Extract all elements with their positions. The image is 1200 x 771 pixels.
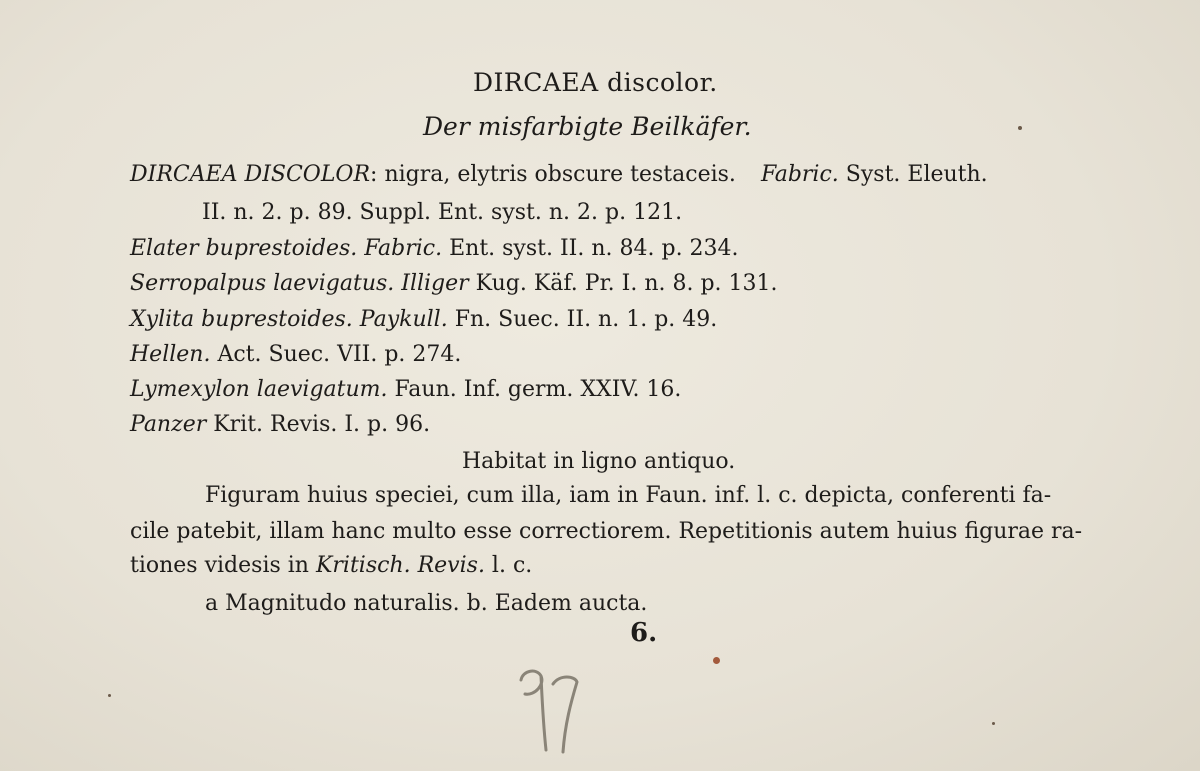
paragraph-text: l. c. <box>484 553 533 578</box>
paragraph-line <box>130 553 532 579</box>
synonym-name: Hellen. <box>130 342 211 367</box>
paragraph-text: tiones videsis in <box>130 553 316 578</box>
synonym-ref: Kug. Käf. Pr. I. n. 8. p. 131. <box>468 271 778 296</box>
paragraph-reference: Kritisch. Revis. <box>315 553 485 578</box>
paper-speck <box>992 722 995 725</box>
diagnosis-ref-author: Fabric. <box>760 162 839 187</box>
synonym-ref: Faun. Inf. germ. XXIV. 16. <box>387 377 682 402</box>
synonym-ref: Fn. Suec. II. n. 1. p. 49. <box>447 307 718 332</box>
synonym-name: Lymexylon laevigatum. <box>130 377 388 402</box>
diagnosis-species-name: DIRCAEA DISCOLOR <box>130 162 371 187</box>
diagnosis-ref: Syst. Eleuth. <box>838 162 988 187</box>
paper-speck <box>713 657 720 664</box>
diagnosis-text: : nigra, elytris obscure testaceis. <box>370 162 736 187</box>
pencil-mark <box>515 662 585 757</box>
paragraph-line: cile patebit, illam hanc multo esse correctiorem. Repetitionis autem huius figurae ra- <box>130 519 1083 544</box>
habitat-line: Habitat in ligno antiquo. <box>462 449 736 474</box>
species-title: DIRCAEA discolor. <box>473 68 718 97</box>
synonym-name: Serropalpus laevigatus. Illiger <box>130 271 469 296</box>
synonym-ref: Ent. syst. II. n. 84. p. 234. <box>442 236 739 261</box>
synonym-ref: Krit. Revis. I. p. 96. <box>206 412 431 437</box>
page-number: 6. <box>630 618 658 648</box>
paper-speck <box>108 694 111 697</box>
synonym-line <box>130 377 681 403</box>
synonym-name: Elater buprestoides. Fabric. <box>130 236 443 261</box>
synonym-name: Xylita buprestoides. Paykull. <box>130 307 448 332</box>
synonym-line <box>130 342 461 368</box>
figure-caption: a Magnitudo naturalis. b. Eadem aucta. <box>205 591 648 616</box>
paragraph-line: Figuram huius speciei, cum illa, iam in Faun. inf. l. c. depicta, conferenti fa- <box>205 483 1052 508</box>
german-common-name: Der misfarbigte Beilkäfer. <box>423 112 752 141</box>
synonym-line <box>130 412 430 438</box>
synonym-line <box>130 307 717 333</box>
paper-speck <box>1018 126 1022 130</box>
synonym-ref: Act. Suec. VII. p. 274. <box>210 342 462 367</box>
diagnosis-continuation: II. n. 2. p. 89. Suppl. Ent. syst. n. 2. p. 121. <box>202 200 683 225</box>
synonym-line <box>130 271 778 297</box>
synonym-name: Panzer <box>130 412 207 437</box>
synonym-line <box>130 236 739 262</box>
diagnosis-line <box>130 162 988 188</box>
